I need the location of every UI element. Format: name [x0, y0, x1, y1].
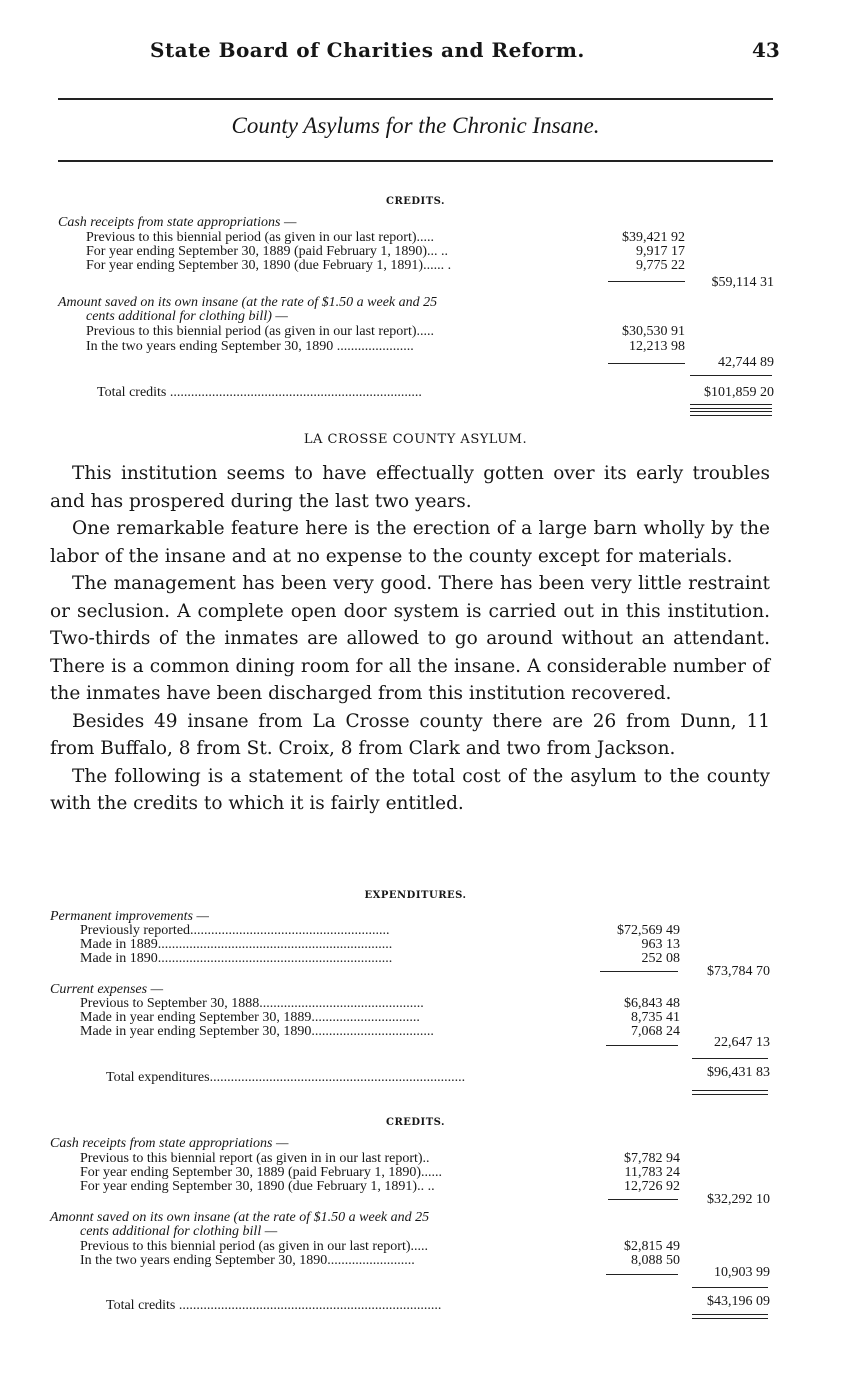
credits2-item-label: For year ending September 30, 1890 (due February 1, 1891).. .. — [80, 1179, 435, 1194]
expenditures-item-amount: $72,569 49 — [617, 923, 680, 938]
credits1-group2-label-cont: cents additional for clothing bill) — — [86, 309, 288, 324]
credits1-item-amount: $30,530 91 — [622, 324, 685, 339]
credits1-item-amount: $39,421 92 — [622, 230, 685, 245]
expenditures-total-label: Total expenditures......................................................................... — [106, 1070, 466, 1085]
credits2-item-label: In the two years ending September 30, 1890......................... — [80, 1253, 415, 1268]
credits2-item-amount: $2,815 49 — [624, 1239, 680, 1254]
lacrosse-paragraph: The management has been very good. There has been very little restraint or seclusion. A complete open door system is carried out in this institution. Two-thirds of the inmates are allowed to go around without an attendant. There is a common dining room for all the insane. A considerable number of the inmates have been discharged from this institution recovered. — [50, 573, 770, 704]
subtotal-rule — [608, 281, 685, 282]
subtotal-rule — [608, 1199, 678, 1200]
header-rule — [58, 98, 773, 100]
expenditures-heading: EXPENDITURES. — [364, 890, 467, 901]
expenditures-group2-total: 22,647 13 — [714, 1035, 770, 1050]
credits1-group1-label: Cash receipts from state appropriations — — [58, 215, 297, 230]
credits1-item-label: For year ending September 30, 1889 (paid February 1, 1890)... .. — [86, 244, 448, 259]
credits1-total-label: Total credits ........................................................................ — [97, 385, 422, 400]
expenditures-item-label: Made in year ending September 30, 1889............................... — [80, 1010, 420, 1025]
credits1-item-amount: 12,213 98 — [629, 339, 685, 354]
expenditures-item-label: Made in 1889................................................................... — [80, 937, 393, 952]
credits1-item-amount: 9,917 17 — [636, 244, 685, 259]
credits1-group2-label: Amount saved on its own insane (at the rate of $1.50 a week and 25 — [58, 295, 438, 310]
expenditures-item-label: Made in 1890................................................................... — [80, 951, 393, 966]
lacrosse-body — [50, 460, 770, 818]
section-title: County Asylums for the Chronic Insane. — [231, 113, 600, 138]
expenditures-item-amount: 7,068 24 — [631, 1024, 680, 1039]
expenditures-total-amount: $96,431 83 — [707, 1065, 770, 1080]
credits1-item-label: For year ending September 30, 1890 (due February 1, 1891)...... . — [86, 258, 452, 273]
expenditures-item-amount: 8,735 41 — [631, 1010, 680, 1025]
lacrosse-paragraph: One remarkable feature here is the erection of a large barn wholly by the labor of the insane and at no expense to the county except for materials. — [50, 518, 770, 567]
expenditures-item-amount: 963 13 — [641, 937, 680, 952]
expenditures-item-amount: $6,843 48 — [624, 996, 680, 1011]
subtotal-rule — [606, 1274, 678, 1275]
credits2-item-label: Previous to this biennial period (as given in our last report)..... — [80, 1239, 428, 1254]
total-rule — [692, 1287, 768, 1288]
page-number: 43 — [752, 38, 780, 62]
credits2-total-amount: $43,196 09 — [707, 1294, 770, 1309]
credits2-group1-total: $32,292 10 — [707, 1192, 770, 1207]
credits2-item-amount: $7,782 94 — [624, 1151, 680, 1166]
credits2-group1-label: Cash receipts from state appropriations — — [50, 1136, 289, 1151]
credits1-item-amount: 9,775 22 — [636, 258, 685, 273]
lacrosse-paragraph: This institution seems to have effectually gotten over its early troubles and has prospered during the last two years. — [50, 463, 770, 512]
credits2-item-amount: 11,783 24 — [624, 1165, 680, 1180]
lacrosse-heading: LA CROSSE COUNTY ASYLUM. — [303, 432, 528, 447]
expenditures-group1-label: Permanent improvements — — [50, 909, 209, 924]
expenditures-group1-total: $73,784 70 — [707, 964, 770, 979]
credits1-item-label: In the two years ending September 30, 1890 ...................... — [86, 339, 414, 354]
total-rule — [690, 375, 772, 376]
section-title-rule — [58, 160, 773, 162]
subtotal-rule — [600, 971, 678, 972]
credits2-item-amount: 12,726 92 — [624, 1179, 680, 1194]
total-rule — [692, 1058, 768, 1059]
credits2-group2-label: Amonnt saved on its own insane (at the rate of $1.50 a week and 25 — [50, 1210, 430, 1225]
credits1-group1-total: $59,114 31 — [711, 275, 774, 290]
running-header-title: State Board of Charities and Reform. — [150, 38, 585, 62]
credits2-group2-label-cont: cents additional for clothing bill — — [80, 1224, 278, 1239]
expenditures-item-label: Made in year ending September 30, 1890................................... — [80, 1024, 434, 1039]
credits2-item-amount: 8,088 50 — [631, 1253, 680, 1268]
credits2-total-label: Total credits ........................................................................... — [106, 1298, 442, 1313]
credits2-item-label: For year ending September 30, 1889 (paid February 1, 1890)...... — [80, 1165, 442, 1180]
double-rule — [690, 404, 772, 409]
credits2-group2-total: 10,903 99 — [714, 1265, 770, 1280]
credits-heading: CREDITS. — [385, 1117, 446, 1128]
credits1-total-amount: $101,859 20 — [704, 385, 774, 400]
credits1-item-label: Previous to this biennial period (as given in our last report)..... — [86, 230, 434, 245]
credits1-item-label: Previous to this biennial period (as given in our last report)..... — [86, 324, 434, 339]
subtotal-rule — [606, 1045, 678, 1046]
expenditures-item-amount: 252 08 — [641, 951, 680, 966]
expenditures-item-label: Previous to September 30, 1888............................................... — [80, 996, 424, 1011]
credits1-group2-total: 42,744 89 — [718, 355, 774, 370]
double-rule — [690, 411, 772, 416]
lacrosse-paragraph: Besides 49 insane from La Crosse county there are 26 from Dunn, 11 from Buffalo, 8 from St. Croix, 8 from Clark and two from Jackson. — [50, 710, 770, 759]
double-rule — [692, 1314, 768, 1319]
double-rule — [692, 1090, 768, 1095]
credits2-item-label: Previous to this biennial report (as given in in our last report).. — [80, 1151, 430, 1166]
expenditures-group2-label: Current expenses — — [50, 982, 164, 997]
credits-heading: CREDITS. — [385, 196, 446, 207]
expenditures-item-label: Previously reported......................................................... — [80, 923, 390, 938]
lacrosse-paragraph: The following is a statement of the total cost of the asylum to the county with the credits to which it is fairly entitled. — [50, 765, 770, 814]
subtotal-rule — [608, 363, 685, 364]
